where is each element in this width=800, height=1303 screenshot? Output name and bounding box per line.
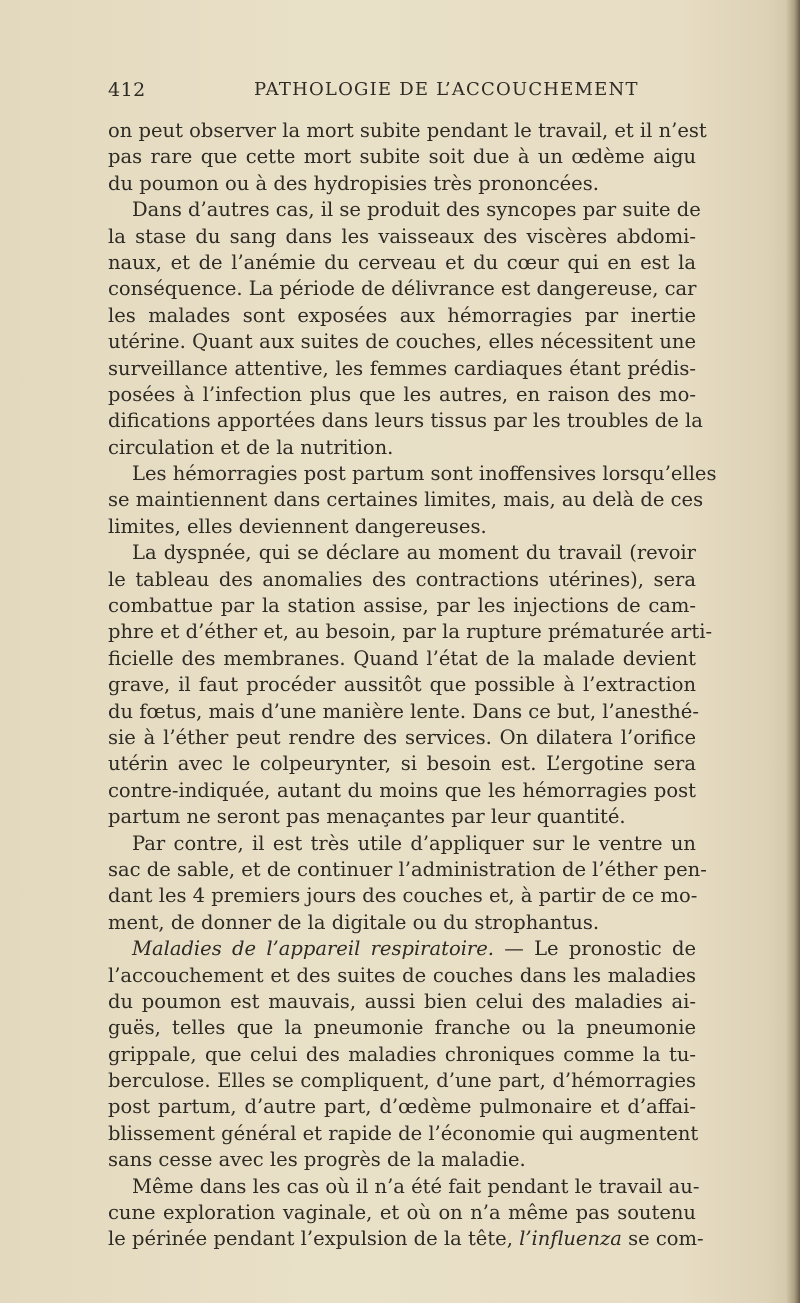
text-line: la stase du sang dans les vaisseaux des viscères abdomi- [108,224,696,248]
text-line: l’accouchement et des suites de couches dans les maladies [108,963,696,987]
page-edge-shadow [786,0,800,1303]
text-line: grave, il faut procéder aussitôt que possible à l’extraction [108,673,696,697]
text-line: guës, telles que la pneumonie franche ou la pneumonie [108,1016,696,1040]
section-heading-line [108,936,696,962]
text-line-final [108,1226,704,1252]
text-line: posées à l’infection plus que les autres, en raison des mo- [108,382,696,406]
text-line: dant les 4 premiers jours des couches et, à partir de ce mo- [108,884,698,908]
text-line: du fœtus, mais d’une manière lente. Dans ce but, l’anesthé- [108,699,699,723]
text-line: difications apportées dans leurs tissus par les troubles de la [108,409,703,433]
text-fragment: le périnée pendant l’expulsion de la tête, [108,1227,520,1251]
text-line: contre-indiquée, autant du moins que les hémorragies post [108,778,696,802]
text-line: conséquence. La période de délivrance est dangereuse, car [108,277,697,301]
text-line: on peut observer la mort subite pendant le travail, et il n’est [108,119,707,142]
text-line: berculose. Elles se compliquent, d’une part, d’hémorragies [108,1069,696,1093]
text-line: La dyspnée, qui se déclare au moment du travail (revoir [132,541,696,565]
text-line: Même dans les cas où il n’a été fait pendant le travail au- [132,1174,700,1198]
text-line: utérine. Quant aux suites de couches, elles nécessitent une [108,330,696,354]
text-line: combattue par la station assise, par les injections de cam- [108,594,696,618]
text-line: le tableau des anomalies des contractions utérines), sera [108,567,696,591]
text-line: pas rare que cette mort subite soit due à un œdème aigu [108,145,696,169]
text-line: utérin avec le colpeurynter, si besoin est. L’ergotine sera [108,752,696,776]
text-line: surveillance attentive, les femmes cardiaques étant prédis- [108,356,696,380]
text-line: limites, elles deviennent dangereuses. [108,514,487,538]
text-line: naux, et de l’anémie du cerveau et du cœur qui en est la [108,250,696,274]
text-line: phre et d’éther et, au besoin, par la rupture prématurée arti- [108,620,713,644]
text-line: Dans d’autres cas, il se produit des syncopes par suite de [132,198,701,222]
text-line: sac de sable, et de continuer l’administration de l’éther pen- [108,857,707,881]
text-line: ment, de donner de la digitale ou du strophantus. [108,910,600,934]
body-text [108,118,717,1253]
italic-term: l’influenza [519,1227,622,1251]
text-line: sie à l’éther peut rendre des services. On dilatera l’orifice [108,725,696,749]
text-line: cune exploration vaginale, et où on n’a même pas soutenu [108,1201,696,1225]
section-heading: Maladies de l’appareil respiratoire. [132,937,494,961]
text-line: sans cesse avec les progrès de la maladie. [108,1148,526,1172]
text-line: du poumon ou à des hydropisies très prononcées. [108,171,599,195]
text-line: se maintiennent dans certaines limites, mais, au delà de ces [108,488,704,512]
text-line: partum ne seront pas menaçantes par leur quantité. [108,805,626,829]
section-heading-continuation: — Le pronostic de [494,937,696,961]
text-line: Les hémorragies post partum sont inoffensives lorsqu’elles [132,462,717,486]
running-title: PATHOLOGIE DE L’ACCOUCHEMENT [254,79,639,100]
text-line: grippale, que celui des maladies chroniques comme la tu- [108,1042,696,1066]
page-number: 412 [108,79,146,101]
text-line: les malades sont exposées aux hémorragies par inertie [108,303,696,327]
text-line: post partum, d’autre part, d’œdème pulmonaire et d’affai- [108,1095,696,1119]
text-line: blissement général et rapide de l’économie qui augmentent [108,1121,699,1145]
text-line: circulation et de la nutrition. [108,435,394,459]
text-line: ficielle des membranes. Quand l’état de la malade devient [108,646,696,670]
text-line: Par contre, il est très utile d’appliquer sur le ventre un [132,831,696,855]
running-head [108,79,698,107]
text-line: du poumon est mauvais, aussi bien celui des maladies ai- [108,989,696,1013]
text-fragment: se com- [621,1227,704,1251]
